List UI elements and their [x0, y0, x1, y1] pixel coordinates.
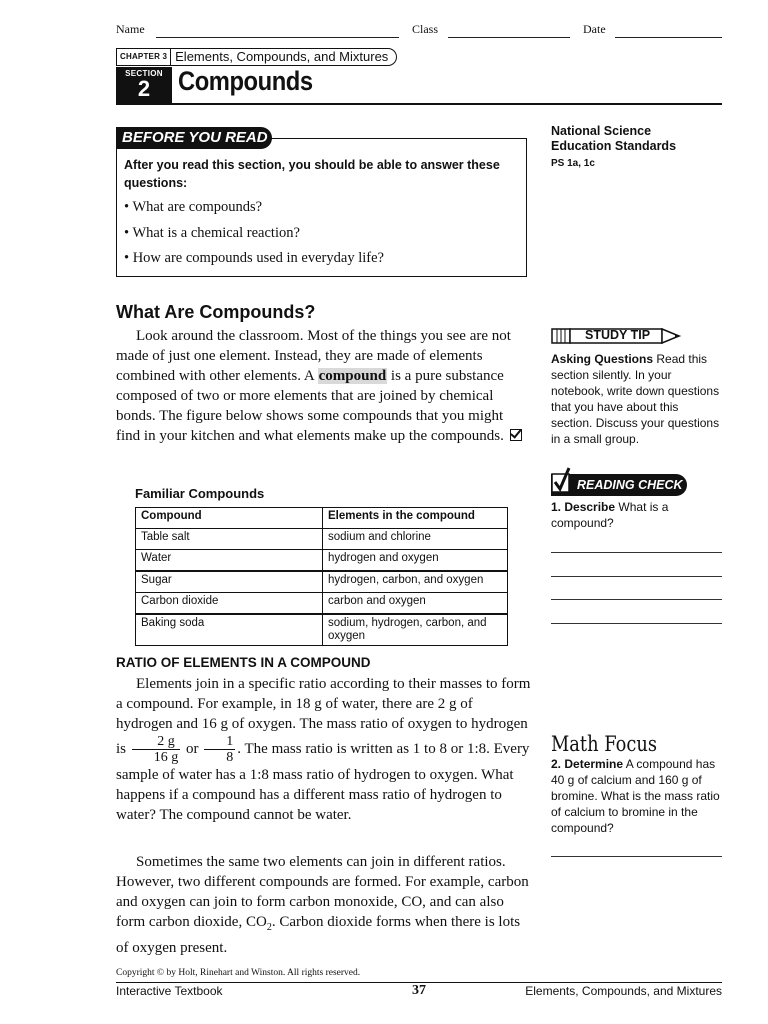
table-cell: Baking soda: [136, 614, 323, 646]
reading-check-tab: READING CHECK: [551, 474, 687, 496]
paragraph-text: Sometimes the same two elements can join in different ratios. However, two different compounds are formed. For example, carbon and oxygen can join to form carbon monoxide, CO, and can also form carbon dioxide, CO: [116, 854, 529, 930]
reading-check-question: [551, 499, 723, 531]
fraction-denominator: 8: [226, 750, 234, 765]
byr-question: • What is a chemical reaction?: [124, 225, 300, 241]
compounds-paragraph: [116, 326, 531, 446]
subsection-heading: RATIO OF ELEMENTS IN A COMPOUND: [116, 655, 371, 670]
table-cell: Table salt: [136, 529, 323, 550]
paragraph-text: . The mass ratio is written as 1 to 8 or 1:8. Every sample of water has a 1:8 mass ratio of hydrogen to oxygen. What happens if a compound has a different mass ratio of hydrogen to water? The compound cannot be water.: [116, 740, 530, 823]
fraction-numerator: 1: [204, 734, 235, 750]
table-cell: Sugar: [136, 571, 323, 593]
footer-chapter-title: Elements, Compounds, and Mixtures: [525, 984, 722, 998]
class-label: Class: [412, 22, 439, 36]
table-cell: Water: [136, 550, 323, 572]
paragraph-text: . Carbon dioxide forms when there is lots of oxygen present.: [116, 914, 521, 956]
standards-title: National Science Education Standards: [551, 124, 677, 153]
fraction-2g-16g: [132, 734, 181, 765]
before-you-read-tab: BEFORE YOU READ: [116, 127, 272, 149]
date-field-line[interactable]: [615, 37, 722, 38]
study-tip-banner: [551, 326, 691, 351]
table-row: [136, 571, 508, 593]
question-verb: Determine: [564, 757, 624, 771]
answer-line[interactable]: [551, 623, 722, 624]
table-row: [136, 593, 508, 615]
table-cell: Carbon dioxide: [136, 593, 323, 615]
chapter-title: Elements, Compounds, and Mixtures: [171, 48, 397, 66]
ratio-paragraph-2: [116, 852, 531, 958]
table-title: Familiar Compounds: [135, 486, 265, 501]
paragraph-text: Elements join in a specific ratio according to their masses to form a compound. For example, in 18 g of water, there are 2 g of hydrogen and 16 g of oxygen. The mass ratio of oxygen to hydrogen is: [116, 676, 531, 757]
table-cell: carbon and oxygen: [323, 593, 508, 615]
byr-question: • What are compounds?: [124, 199, 263, 215]
question-number: 2.: [551, 757, 562, 771]
before-you-read-intro: After you read this section, you should be able to answer these questions:: [124, 158, 500, 190]
paragraph-text: is a pure substance composed of two or more elements that are joined by chemical bonds. The figure below shows some compounds that you might find in your kitchen and what elements make up the compounds.: [116, 368, 504, 444]
name-field-line[interactable]: [156, 37, 399, 38]
table-row: [136, 550, 508, 572]
question-text: A compound has 40 g of calcium and 160 g of bromine. What is the mass ratio of calcium to bromine in the compound?: [551, 757, 720, 835]
math-focus-question: [551, 756, 725, 836]
copyright: Copyright © by Holt, Rinehart and Winston. All rights reserved.: [116, 968, 361, 978]
table-cell: hydrogen, carbon, and oxygen: [323, 571, 508, 593]
standards-codes: PS 1a, 1c: [551, 158, 595, 169]
date-label: Date: [583, 22, 606, 36]
column-header: Elements in the compound: [323, 508, 508, 529]
fraction-1-8: [204, 734, 235, 765]
class-field-line[interactable]: [448, 37, 570, 38]
answer-line[interactable]: [551, 856, 722, 857]
study-tip-body: Read this section silently. In your notebook, write down questions that you have about this section. Discuss your questions in a small group.: [551, 352, 720, 446]
name-label: Name: [116, 22, 145, 36]
section-label: SECTION: [125, 69, 163, 78]
answer-line[interactable]: [551, 599, 722, 600]
byr-question: • How are compounds used in everyday life?: [124, 250, 384, 266]
section-badge: [116, 67, 172, 103]
answer-line[interactable]: [551, 576, 722, 577]
table-row: [136, 614, 508, 646]
table-header-row: [136, 508, 508, 529]
chapter-label: CHAPTER 3: [116, 48, 171, 66]
table-cell: sodium and chlorine: [323, 529, 508, 550]
fraction-denominator: 16 g: [153, 750, 179, 765]
table-row: [136, 529, 508, 550]
familiar-compounds-table: [135, 507, 508, 646]
paragraph-text: Look around the classroom. Most of the things you see are not made of just one element. Instead, they are made of elements combined with other elements. A: [116, 328, 511, 384]
page-title: Compounds: [178, 66, 313, 96]
fraction-numerator: 2 g: [132, 734, 181, 750]
section-number: 2: [137, 76, 151, 101]
ratio-paragraph-1: [116, 674, 531, 825]
question-text: What is a compound?: [551, 500, 669, 530]
footer-book-title: Interactive Textbook: [116, 984, 223, 998]
study-tip-label: STUDY TIP: [585, 328, 651, 342]
page-number: 37: [412, 983, 426, 998]
reading-check-icon: [510, 429, 522, 441]
study-tip-text: [551, 351, 723, 447]
chapter-tab: [116, 48, 397, 66]
question-verb: Describe: [564, 500, 616, 514]
answer-line[interactable]: [551, 552, 722, 553]
table-cell: sodium, hydrogen, carbon, and oxygen: [323, 614, 508, 646]
question-number: 1.: [551, 500, 562, 514]
checkmark-icon: [551, 466, 571, 494]
title-divider: [116, 103, 722, 105]
section-heading: What Are Compounds?: [116, 302, 316, 322]
study-tip-heading: Asking Questions: [551, 352, 654, 366]
table-cell: hydrogen and oxygen: [323, 550, 508, 572]
math-focus-title: Math Focus: [551, 732, 658, 756]
paragraph-text: or: [186, 740, 199, 757]
subscript: 2: [266, 922, 272, 933]
vocab-term-compound[interactable]: compound: [318, 368, 387, 384]
column-header: Compound: [136, 508, 323, 529]
